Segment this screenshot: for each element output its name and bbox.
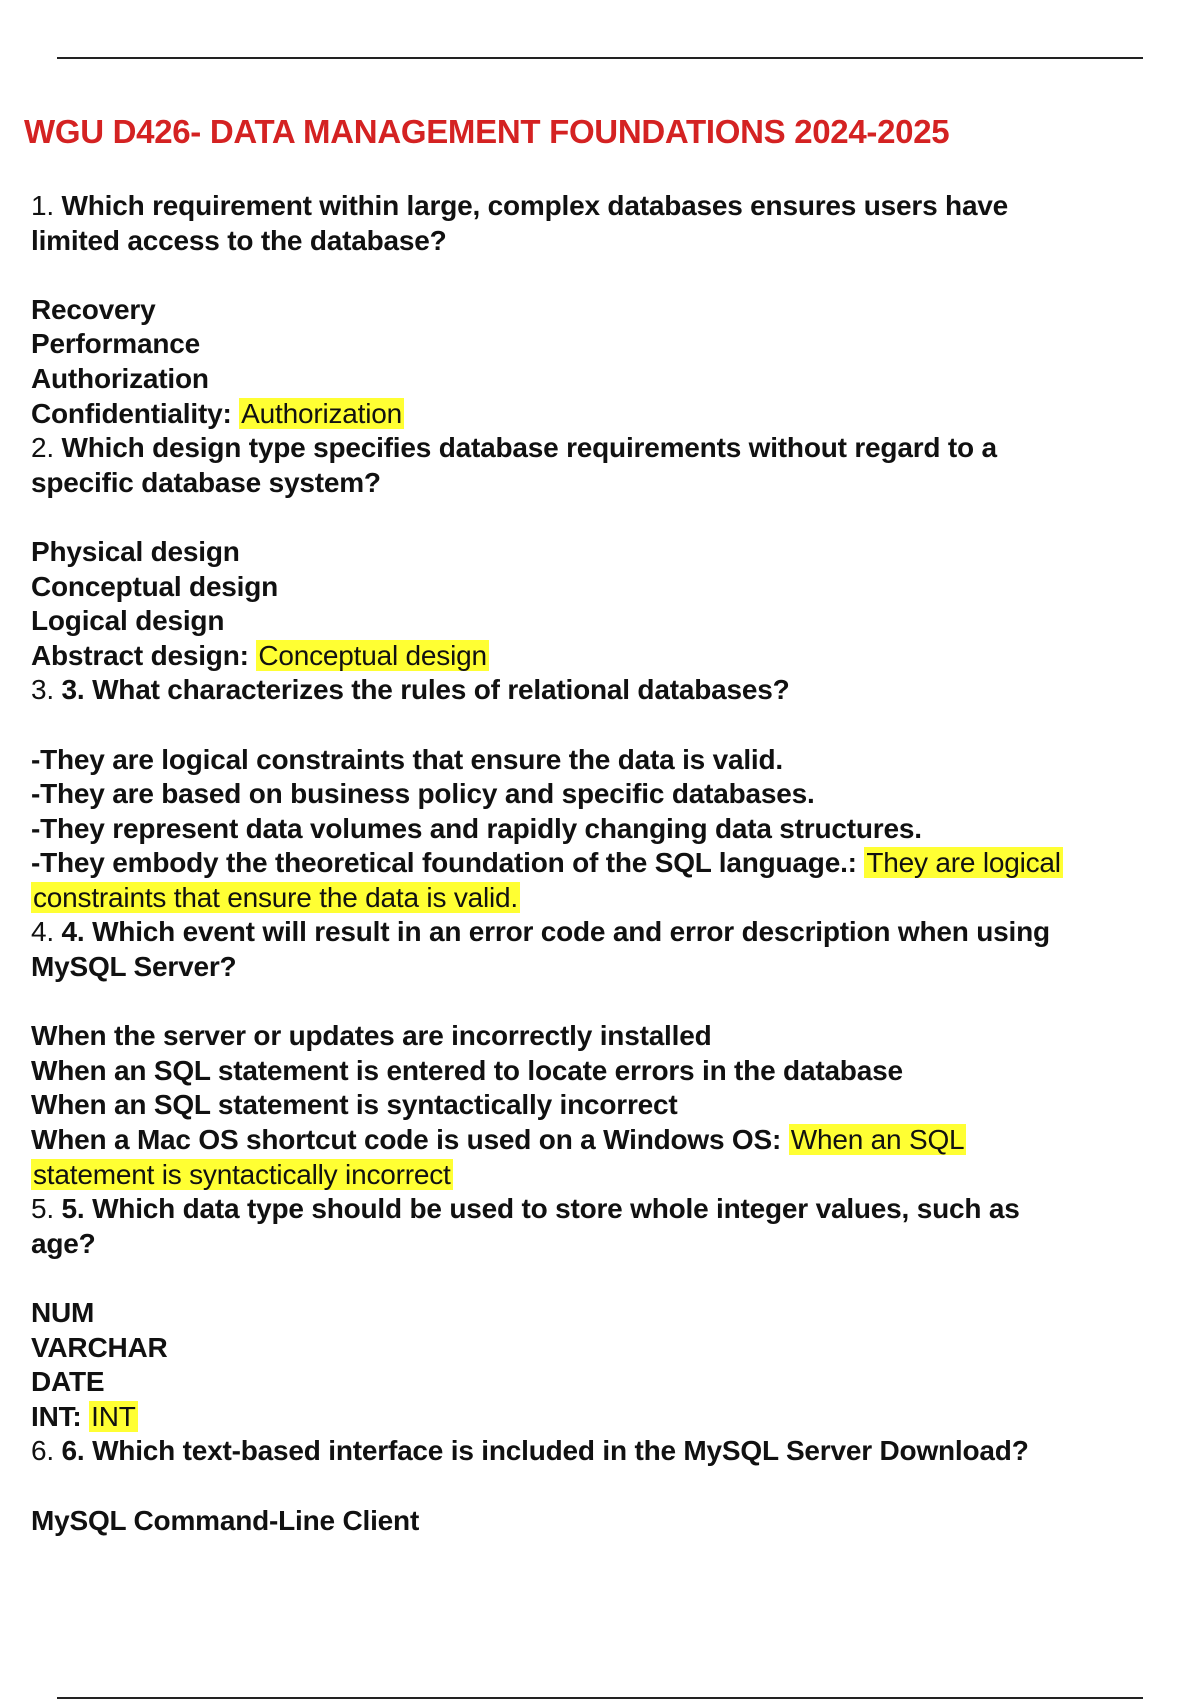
question-prompt: 4. 4. Which event will result in an error code and error description when using — [31, 916, 1050, 948]
document-title: WGU D426- DATA MANAGEMENT FOUNDATIONS 2024-2025 — [24, 113, 950, 150]
question-prompt-continued: MySQL Server? — [31, 951, 237, 983]
option: NUM — [31, 1297, 95, 1328]
highlighted-answer: When an SQL — [790, 1124, 965, 1156]
option: Recovery — [31, 293, 156, 325]
option-with-answer: Abstract design: Conceptual design — [31, 639, 487, 671]
option: Physical design — [31, 535, 240, 567]
question-number: 5. — [31, 1193, 54, 1225]
highlighted-answer: Authorization — [241, 397, 403, 429]
option: -They represent data volumes and rapidly changing data structures. — [31, 812, 922, 844]
question-prompt: 3. 3. What characterizes the rules of relational databases? — [31, 674, 790, 706]
question-number: 3. — [31, 674, 54, 706]
question-4 — [31, 915, 1181, 1192]
question-prompt: 1. Which requirement within large, complex databases ensures users have — [31, 190, 1009, 221]
option: -They are logical constraints that ensure the data is valid. — [31, 743, 783, 775]
option-with-answer: When a Mac OS shortcut code is used on a Windows OS: When an SQL — [31, 1124, 965, 1156]
question-prompt-continued: limited access to the database? — [31, 224, 447, 256]
option: Conceptual design — [31, 570, 279, 602]
question-prompt-continued: specific database system? — [31, 466, 381, 498]
highlighted-answer: statement is syntactically incorrect — [33, 1158, 451, 1190]
top-divider — [57, 57, 1143, 59]
answer-continued — [31, 1158, 1181, 1193]
question-number: 6. — [31, 1435, 54, 1467]
question-2 — [31, 431, 1181, 673]
option: MySQL Command-Line Client — [31, 1504, 420, 1536]
highlighted-answer: constraints that ensure the data is valid. — [33, 881, 518, 913]
option: When an SQL statement is entered to locate errors in the database — [31, 1054, 903, 1086]
option: When the server or updates are incorrectly installed — [31, 1020, 712, 1052]
question-prompt-continued: age? — [31, 1227, 96, 1259]
option-with-answer: -They embody the theoretical foundation of the SQL language.: They are logical — [31, 847, 1061, 879]
option: VARCHAR — [31, 1331, 168, 1363]
question-prompt: 5. 5. Which data type should be used to store whole integer values, such as — [31, 1193, 1020, 1225]
option: Performance — [31, 328, 200, 360]
question-number: 2. — [31, 432, 54, 464]
highlighted-answer: They are logical — [866, 847, 1061, 879]
option: -They are based on business policy and specific databases. — [31, 778, 815, 810]
option: Authorization — [31, 362, 209, 394]
question-number: 4. — [31, 916, 54, 948]
option: When an SQL statement is syntactically incorrect — [31, 1089, 678, 1121]
highlighted-answer: Conceptual design — [258, 639, 487, 671]
option-with-answer: INT: INT — [31, 1400, 136, 1432]
question-1 — [31, 189, 1181, 431]
question-6 — [31, 1434, 1181, 1538]
bottom-divider — [57, 1697, 1143, 1699]
answer-continued — [31, 881, 1181, 916]
question-3 — [31, 673, 1181, 915]
question-prompt: 6. 6. Which text-based interface is included in the MySQL Server Download? — [31, 1435, 1029, 1467]
question-number: 1. — [31, 190, 54, 221]
highlighted-answer: INT — [91, 1400, 136, 1432]
option-with-answer: Confidentiality: Authorization — [31, 397, 403, 429]
question-list — [31, 189, 1181, 1538]
question-5 — [31, 1192, 1181, 1434]
question-prompt: 2. Which design type specifies database requirements without regard to a — [31, 432, 997, 464]
option: Logical design — [31, 605, 225, 637]
option: DATE — [31, 1366, 105, 1398]
